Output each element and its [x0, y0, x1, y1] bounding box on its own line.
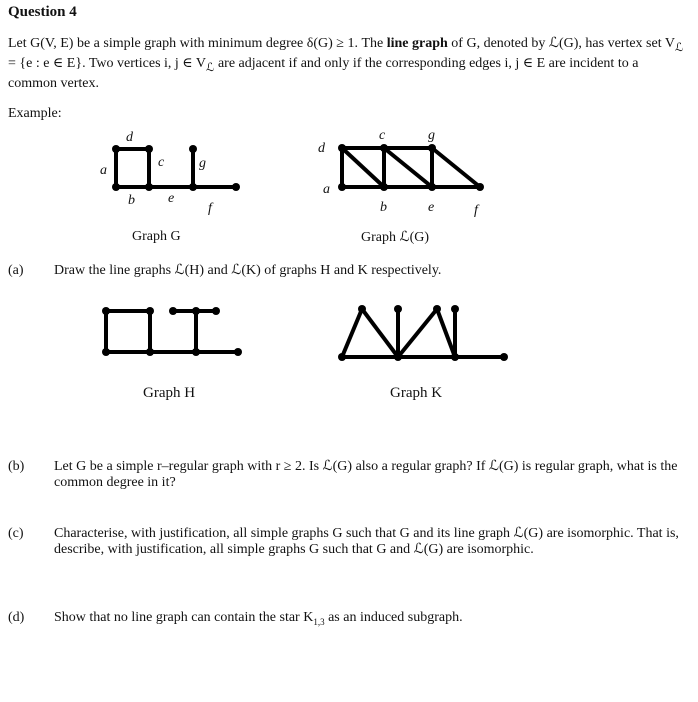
- caption-graph-g: Graph G: [132, 229, 181, 244]
- example-label: Example:: [8, 106, 62, 121]
- g-label-b: b: [128, 193, 135, 208]
- graph-g: [100, 130, 240, 216]
- question-a-label: (a): [8, 263, 24, 278]
- graph-h: [102, 307, 242, 356]
- lg-label-b: b: [380, 200, 387, 215]
- intro-part-3: = {e : e ∈ E}. Two vertices i, j ∈ V: [8, 55, 207, 71]
- g-label-g: g: [199, 156, 206, 171]
- graph-k: [338, 305, 508, 361]
- question-d-text-1: Show that no line graph can contain the star K: [54, 610, 314, 625]
- lg-label-c: c: [379, 128, 386, 143]
- question-title: Question 4: [8, 4, 77, 20]
- lg-label-a: a: [323, 182, 330, 197]
- lg-label-e: e: [428, 200, 435, 215]
- question-a-text: Draw the line graphs ℒ(H) and ℒ(K) of graphs H and K respectively.: [54, 263, 442, 278]
- intro-part-4: are adjacent if and only if the corresponding edges i, j ∈ E are incident to a common vertex.: [8, 55, 639, 91]
- question-c-text: Characterise, with justification, all simple graphs G such that G and its line graph ℒ(G) are isomorphic. That is, describe, with justification, all simple graphs G such that G and ℒ(G) are isomorphic.: [54, 526, 679, 557]
- question-d-label: (d): [8, 610, 25, 625]
- intro-part-1: Let G(V, E) be a simple graph with minimum degree δ(G) ≥ 1. The: [8, 36, 387, 51]
- question-b-label: (b): [8, 459, 25, 474]
- question-c-label: (c): [8, 526, 24, 541]
- caption-graph-k: Graph K: [390, 385, 443, 401]
- g-label-a: a: [100, 163, 107, 178]
- g-label-c: c: [158, 155, 165, 170]
- intro-part-2: of G, denoted by ℒ(G), has vertex set V: [447, 36, 675, 51]
- lg-label-g: g: [428, 128, 435, 143]
- g-label-e: e: [168, 191, 175, 206]
- question-b-text: Let G be a simple r–regular graph with r ≥ 2. Is ℒ(G) also a regular graph? If ℒ(G) is regular graph, what is the common degree in it?: [54, 459, 678, 490]
- question-d-text-2: as an induced subgraph.: [324, 610, 463, 625]
- caption-graph-lg: Graph ℒ(G): [361, 230, 430, 245]
- question-d-text: [54, 610, 684, 630]
- intro-bold-term: line graph: [386, 36, 448, 51]
- question-d-sub: 1,3: [313, 616, 325, 627]
- g-label-f: f: [208, 201, 212, 216]
- lg-label-d: d: [318, 141, 325, 156]
- caption-graph-h: Graph H: [143, 385, 196, 401]
- lg-label-f: f: [474, 203, 478, 218]
- intro-sub-2: ℒ: [206, 60, 215, 74]
- g-label-d: d: [126, 130, 133, 145]
- intro-sub-1: ℒ: [674, 40, 684, 54]
- graph-lg: [318, 128, 484, 218]
